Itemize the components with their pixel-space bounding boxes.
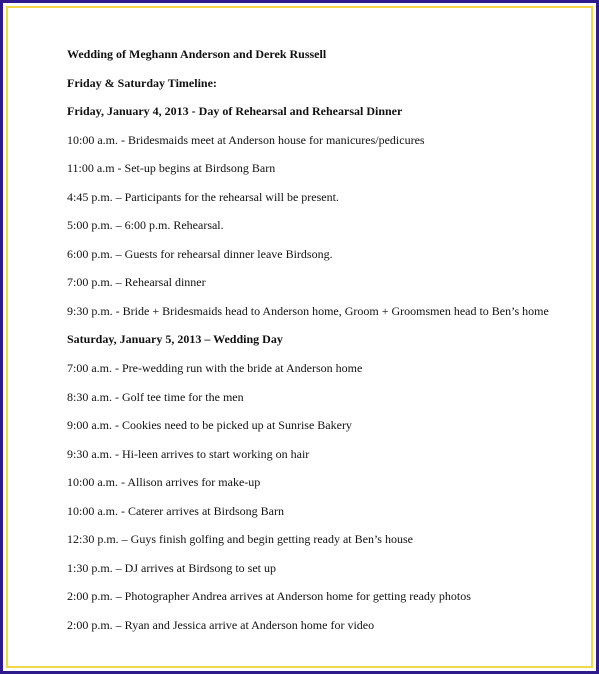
timeline-item: 7:00 a.m. - Pre-wedding run with the bride at Anderson home [67,361,363,376]
section-heading-friday: Friday, January 4, 2013 - Day of Rehearsal and Rehearsal Dinner [67,104,403,119]
timeline-item: 1:30 p.m. – DJ arrives at Birdsong to set up [67,560,276,575]
timeline-item: 2:00 p.m. – Ryan and Jessica arrive at Anderson home for video [67,617,375,632]
timeline-item: 10:00 a.m. - Caterer arrives at Birdsong Barn [67,503,284,518]
document-title: Wedding of Meghann Anderson and Derek Russell [67,47,327,61]
timeline-item: 4:45 p.m. – Participants for the rehearsal will be present. [67,189,339,204]
timeline-item: 9:30 p.m. - Bride + Bridesmaids head to Anderson home, Groom + Groomsmen head to Ben’s home [67,303,549,318]
timeline-item: 10:00 a.m. - Bridesmaids meet at Anderson house for manicures/pedicures [67,132,425,147]
document-subtitle: Friday & Saturday Timeline: [67,75,217,90]
timeline-item: 10:00 a.m. - Allison arrives for make-up [67,475,261,490]
timeline-item: 9:00 a.m. - Cookies need to be picked up at Sunrise Bakery [67,418,352,433]
section-heading-saturday: Saturday, January 5, 2013 – Wedding Day [67,332,283,347]
timeline-item: 5:00 p.m. – 6:00 p.m. Rehearsal. [67,218,224,233]
timeline-item: 9:30 a.m. - Hi-leen arrives to start working on hair [67,446,310,461]
timeline-item: 8:30 a.m. - Golf tee time for the men [67,389,244,404]
timeline-item: 12:30 p.m. – Guys finish golfing and begin getting ready at Ben’s house [67,532,413,547]
timeline-item: 2:00 p.m. – Photographer Andrea arrives at Anderson home for getting ready photos [67,589,471,604]
timeline-item: 7:00 p.m. – Rehearsal dinner [67,275,206,290]
document-body [67,44,592,643]
timeline-item: 6:00 p.m. – Guests for rehearsal dinner leave Birdsong. [67,246,333,261]
timeline-item: 11:00 a.m - Set-up begins at Birdsong Barn [67,161,276,176]
